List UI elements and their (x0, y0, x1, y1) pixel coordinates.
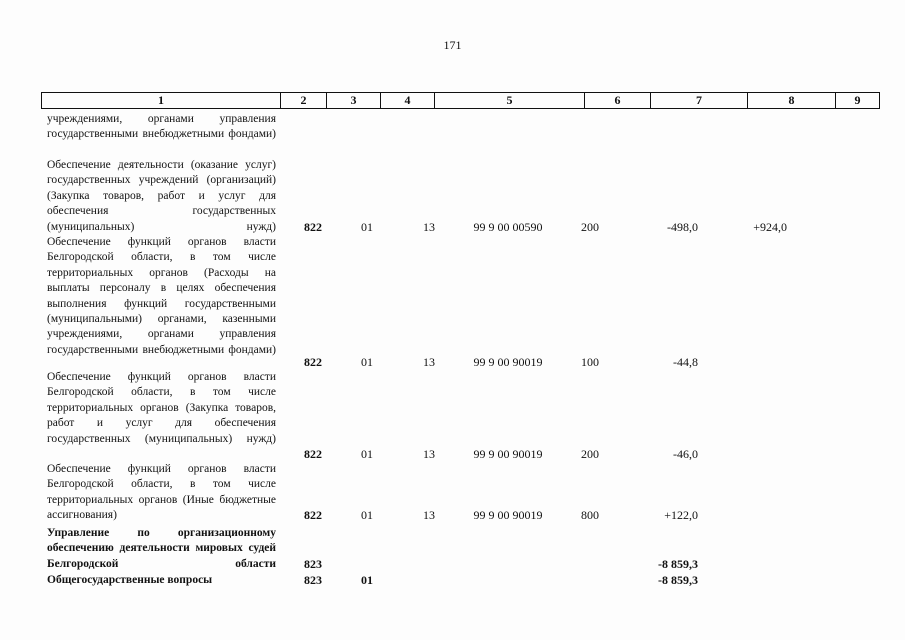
header-col-4: 4 (380, 93, 434, 108)
cell-col-5: 99 9 00 90019 (473, 508, 543, 522)
cell-col-2: 822 (304, 508, 322, 522)
cell-col-7: -498,0 (667, 220, 698, 234)
header-col-6: 6 (584, 93, 650, 108)
cell-col-2: 822 (304, 447, 322, 461)
row-description: Обеспечение функций органов власти Белгородской области, в том числе территориальных органов (Расходы на выплаты персоналу в целях обеспечения выполнения функций государственными (муниципальными) органами, казенными учреждениями, органами управления государственными внебюджетными фондами) (47, 236, 276, 356)
cell-col-2: 822 (304, 355, 322, 369)
cell-col-4: 13 (423, 508, 435, 522)
header-col-9: 9 (835, 93, 879, 108)
cell-col-8: +924,0 (753, 220, 787, 234)
cell-col-5: 99 9 00 00590 (473, 220, 543, 234)
cell-col-7: -44,8 (673, 355, 698, 369)
cell-col-5: 99 9 00 90019 (473, 355, 543, 369)
row-description: учреждениями, органами управления государственными внебюджетными фондами) (47, 113, 276, 141)
header-col-8: 8 (747, 93, 835, 108)
row-description: Общегосударственные вопросы (47, 574, 213, 586)
cell-col-7: -8 859,3 (658, 573, 698, 587)
row-description: Управление по организационному обеспечению деятельности мировых судей Белгородской области (47, 527, 276, 570)
cell-col-4: 13 (423, 355, 435, 369)
page-number: 171 (443, 38, 462, 52)
header-col-7: 7 (650, 93, 747, 108)
header-col-1: 1 (158, 93, 164, 107)
cell-col-4: 13 (423, 220, 435, 234)
cell-col-3: 01 (361, 447, 373, 461)
header-col-2: 2 (280, 93, 326, 108)
cell-col-7: +122,0 (664, 508, 698, 522)
header-col-3: 3 (326, 93, 380, 108)
cell-col-3: 01 (361, 355, 373, 369)
cell-col-6: 800 (581, 508, 599, 522)
cell-col-7: -8 859,3 (658, 557, 698, 571)
cell-col-6: 200 (581, 220, 599, 234)
row-description: Обеспечение функций органов власти Белгородской области, в том числе территориальных органов (Закупка товаров, работ и услуг для обеспечения государственных (муниципальных) нужд) (47, 371, 276, 445)
header-col-5: 5 (434, 93, 584, 108)
cell-col-3: 01 (361, 573, 373, 587)
table-header (41, 92, 880, 109)
row-description: Обеспечение функций органов власти Белгородской области, в том числе территориальных органов (Иные бюджетные ассигнования) (47, 463, 276, 522)
cell-col-2: 823 (304, 573, 322, 587)
cell-col-3: 01 (361, 220, 373, 234)
cell-col-5: 99 9 00 90019 (473, 447, 543, 461)
cell-col-2: 822 (304, 220, 322, 234)
cell-col-6: 100 (581, 355, 599, 369)
cell-col-6: 200 (581, 447, 599, 461)
cell-col-3: 01 (361, 508, 373, 522)
cell-col-4: 13 (423, 447, 435, 461)
row-description: Обеспечение деятельности (оказание услуг) государственных учреждений (организаций) (Закупка товаров, работ и услуг для обеспечения государственных (муниципальных) нужд) (47, 159, 276, 233)
cell-col-2: 823 (304, 557, 322, 571)
cell-col-7: -46,0 (673, 447, 698, 461)
